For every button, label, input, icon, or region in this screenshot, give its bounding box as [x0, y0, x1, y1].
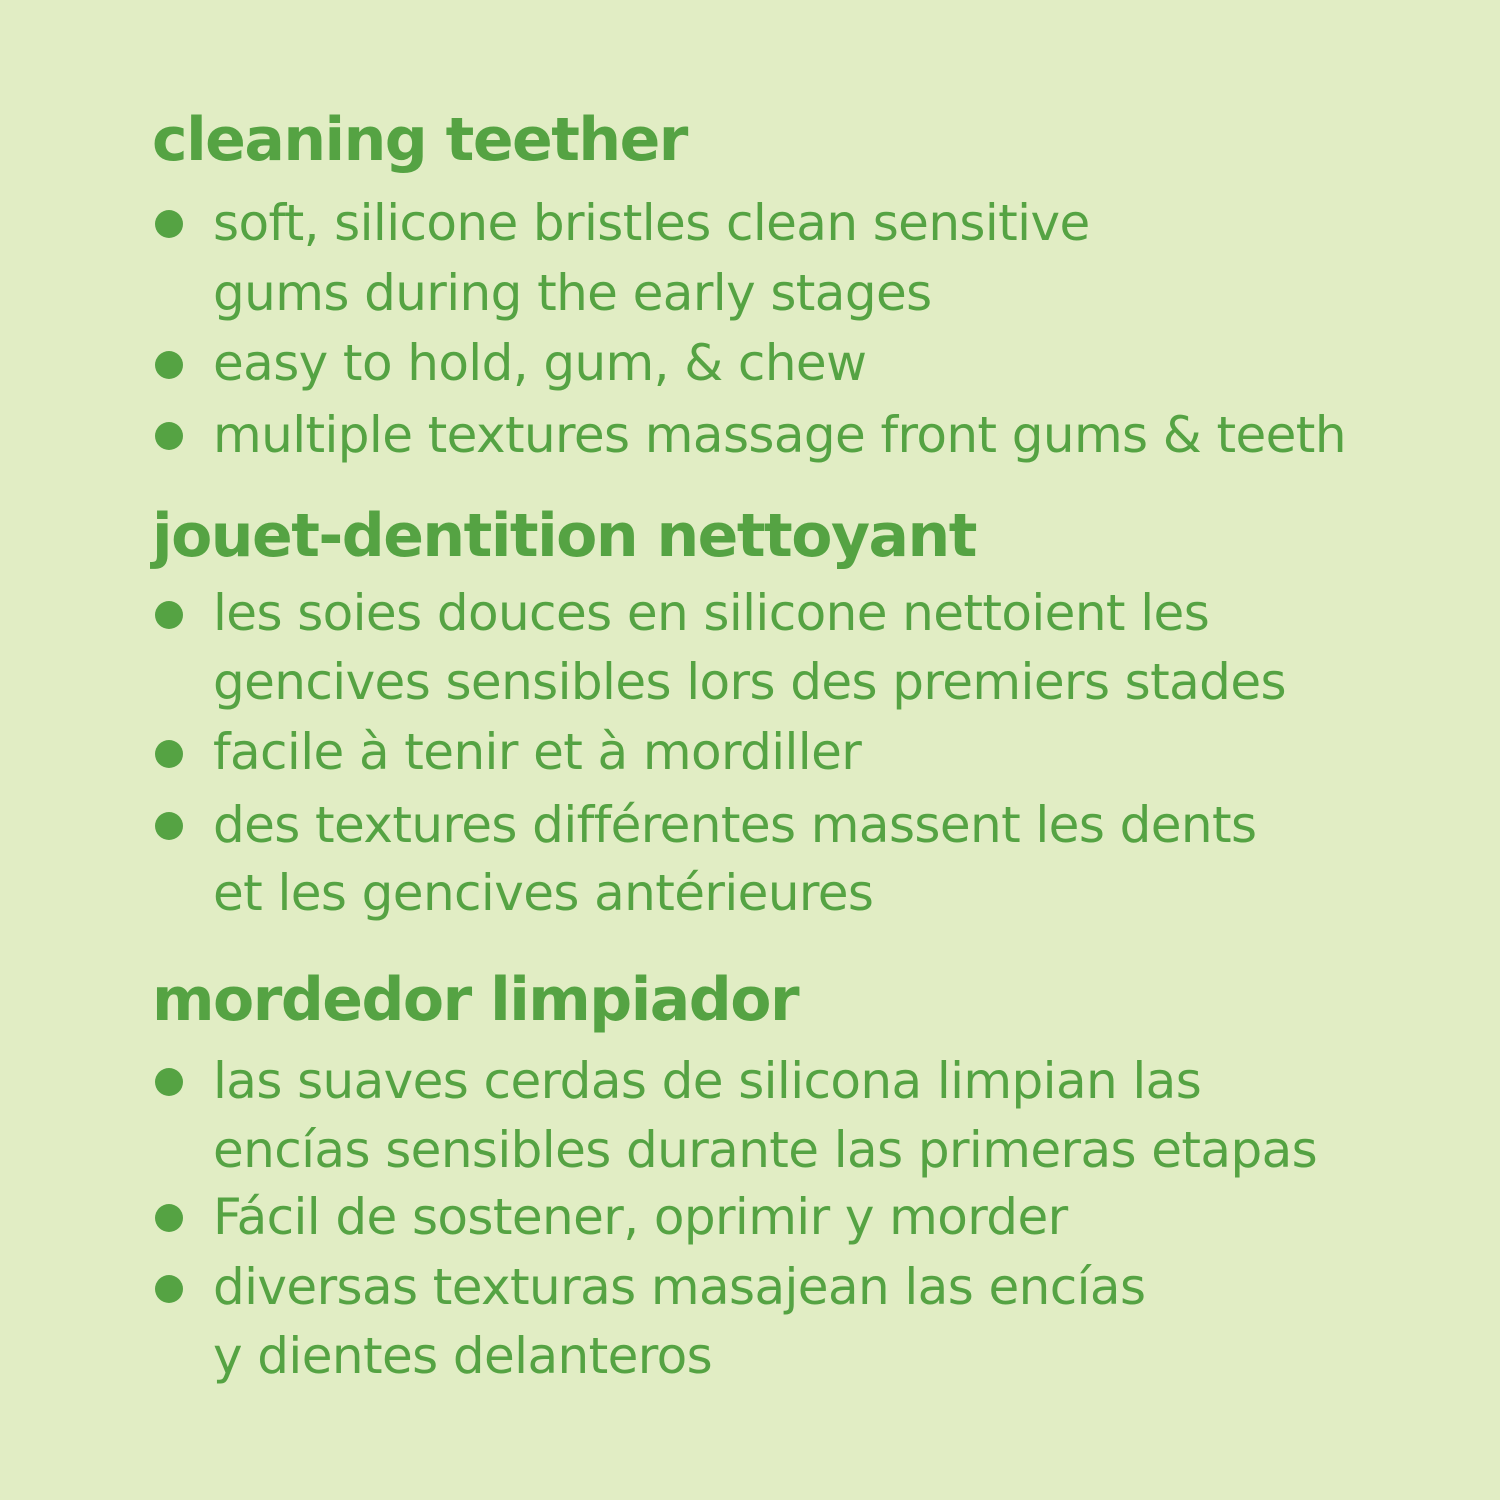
- bullet-dot: [155, 740, 183, 768]
- bullet-dot: [155, 351, 183, 379]
- bullet-text-line: et les gencives antérieures: [213, 864, 874, 922]
- bullet-dot: [155, 1068, 183, 1096]
- bullet-text-line: facile à tenir et à mordiller: [213, 723, 862, 781]
- bullet-text-line: gums during the early stages: [213, 264, 932, 322]
- section-heading: jouet-dentition nettoyant: [152, 501, 976, 571]
- bullet-text-line: des textures différentes massent les dents: [213, 796, 1257, 854]
- bullet-text-line: diversas texturas masajean las encías: [213, 1258, 1146, 1316]
- bullet-dot: [155, 422, 183, 450]
- bullet-text-line: les soies douces en silicone nettoient les: [213, 584, 1210, 642]
- section-heading: mordedor limpiador: [152, 965, 799, 1035]
- bullet-dot: [155, 812, 183, 840]
- bullet-text-line: easy to hold, gum, & chew: [213, 334, 867, 392]
- bullet-dot: [155, 601, 183, 629]
- bullet-dot: [155, 210, 183, 238]
- bullet-text-line: soft, silicone bristles clean sensitive: [213, 194, 1090, 252]
- bullet-text-line: Fácil de sostener, oprimir y morder: [213, 1188, 1068, 1246]
- bullet-text-line: gencives sensibles lors des premiers stades: [213, 653, 1286, 711]
- bullet-text-line: encías sensibles durante las primeras etapas: [213, 1121, 1318, 1179]
- bullet-text-line: las suaves cerdas de silicona limpian las: [213, 1052, 1202, 1110]
- bullet-text-line: multiple textures massage front gums & teeth: [213, 406, 1346, 464]
- bullet-text-line: y dientes delanteros: [213, 1327, 713, 1385]
- bullet-dot: [155, 1204, 183, 1232]
- section-heading: cleaning teether: [152, 105, 687, 175]
- bullet-dot: [155, 1275, 183, 1303]
